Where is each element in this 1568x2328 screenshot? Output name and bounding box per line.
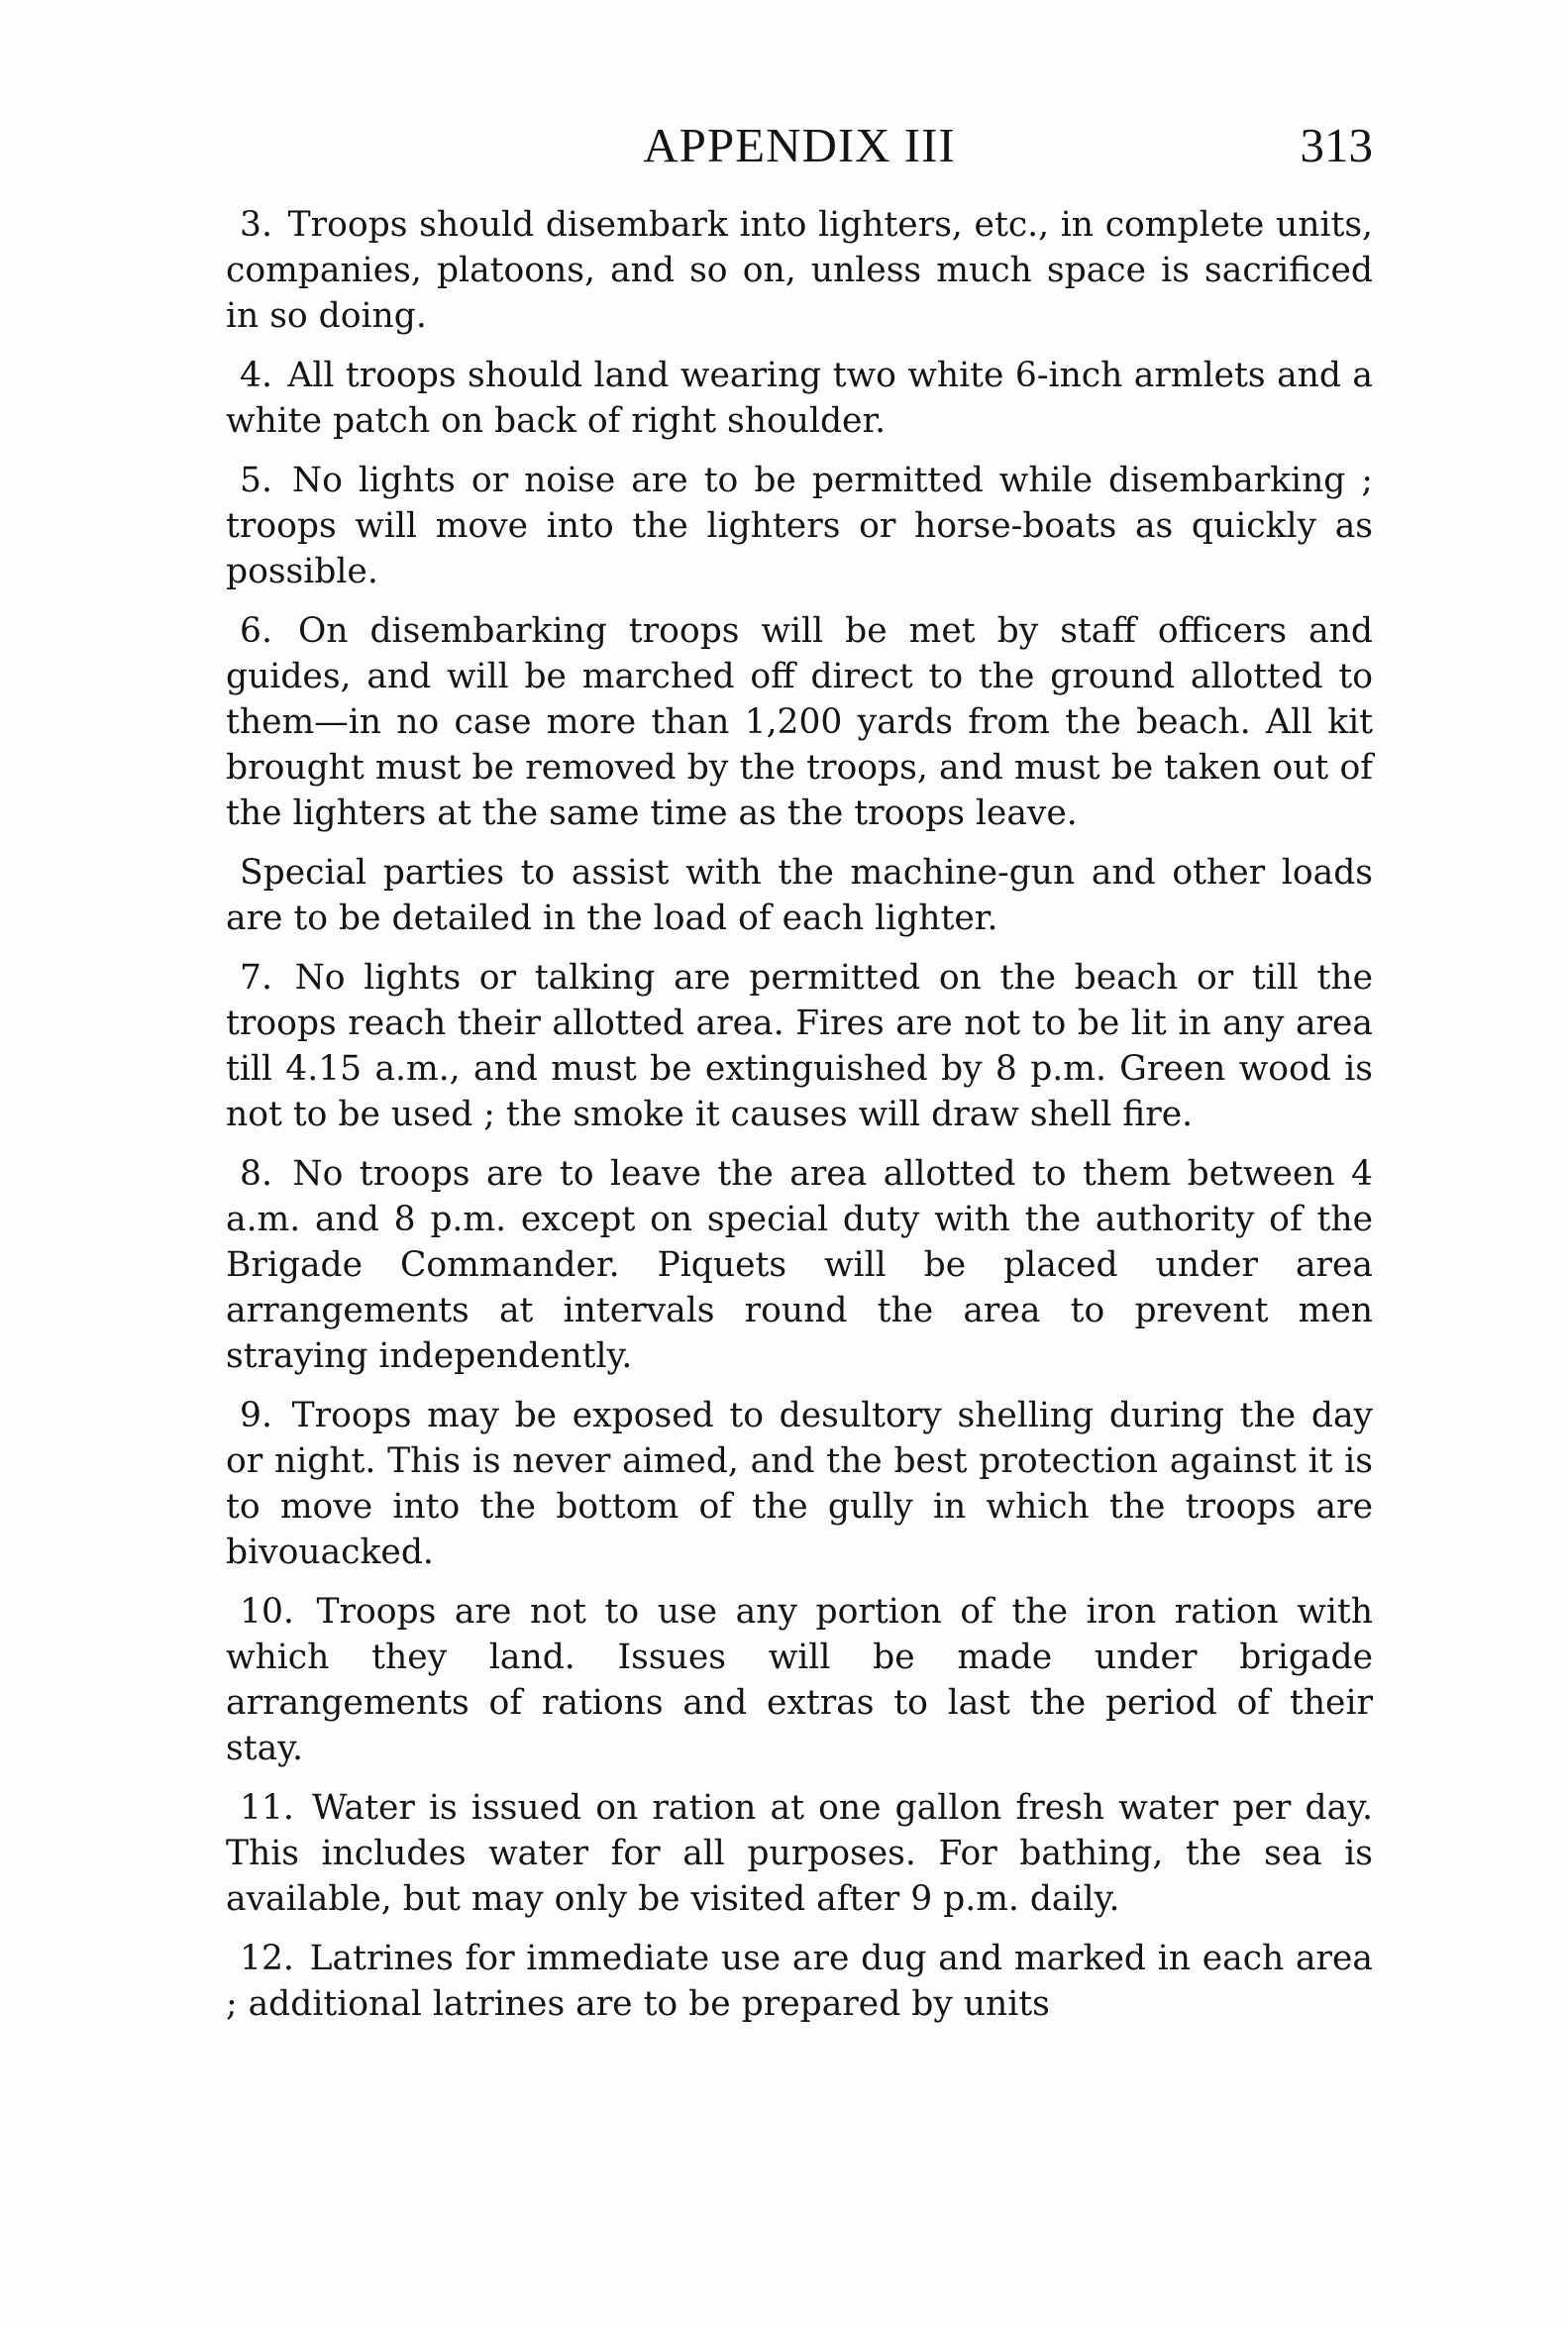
paragraph-text: Latrines for immediate use are dug and marked in each area ; additional latrines are to be prepared by units (226, 1939, 1373, 2024)
paragraph-4 (226, 353, 1373, 444)
paragraph-text: On disembarking troops will be met by staff officers and guides, and will be marched off direct to the ground allotted to them—in no case more than 1,200 yards from the beach. All kit brought must be removed by the troops, and must be taken out of the lighters at the same time as the troops leave. (226, 611, 1373, 833)
paragraph-special-parties (226, 850, 1373, 941)
paragraph-number: 5. (240, 461, 272, 500)
paragraph-9 (226, 1393, 1373, 1575)
paragraph-3 (226, 202, 1373, 339)
paragraph-text: All troops should land wearing two white 6-inch armlets and a white patch on back of right shoulder. (226, 356, 1373, 441)
paragraph-text: Troops may be exposed to desultory shelling during the day or night. This is never aimed, and the best protection against it is to move into the bottom of the gully in which the troops are bivouacked. (226, 1396, 1374, 1572)
paragraph-text: Water is issued on ration at one gallon fresh water per day. This includes water for all purposes. For bathing, the sea is available, but may only be visited after 9 p.m. daily. (226, 1788, 1374, 1919)
paragraph-number: 6. (240, 611, 272, 651)
paragraph-7 (226, 955, 1373, 1137)
paragraph-number: 11. (240, 1788, 294, 1828)
paragraph-text: No lights or noise are to be permitted while disembarking ; troops will move into the lighters or horse-boats as quickly as possible. (226, 461, 1373, 591)
running-title: APPENDIX III (643, 118, 956, 172)
paragraph-text: Special parties to assist with the machine-gun and other loads are to be detailed in the load of each lighter. (226, 853, 1373, 938)
page-number: 313 (1300, 118, 1373, 172)
body-text (226, 202, 1373, 2041)
paragraph-number: 4. (240, 356, 272, 395)
paragraph-12 (226, 1936, 1373, 2027)
paragraph-5 (226, 458, 1373, 594)
paragraph-number: 12. (240, 1939, 294, 1978)
paragraph-text: Troops should disembark into lighters, etc., in complete units, companies, platoons, and so on, unless much space is sacrificed in so doing. (226, 205, 1374, 336)
paragraph-number: 3. (240, 205, 272, 245)
paragraph-number: 9. (240, 1396, 272, 1435)
running-head (226, 117, 1373, 186)
paragraph-8 (226, 1151, 1373, 1379)
paragraph-text: No troops are to leave the area allotted to them between 4 a.m. and 8 p.m. except on special duty with the authority of the Brigade Commander. Piquets will be placed under area arrangements at intervals round the area to prevent men straying independently. (226, 1154, 1374, 1376)
paragraph-11 (226, 1785, 1373, 1922)
paragraph-10 (226, 1589, 1373, 1771)
paragraph-text: Troops are not to use any portion of the iron ration with which they land. Issues will be made under brigade arrangements of rations and extras to last the period of their stay. (226, 1592, 1373, 1768)
paragraph-text: No lights or talking are permitted on the beach or till the troops reach their allotted area. Fires are not to be lit in any area till 4.15 a.m., and must be extinguished by 8 p.m. Green wood is not to be used ; the smoke it causes will draw shell fire. (226, 958, 1373, 1134)
paragraph-number: 7. (240, 958, 272, 998)
paragraph-6 (226, 608, 1373, 836)
paragraph-number: 8. (240, 1154, 272, 1194)
paragraph-number: 10. (240, 1592, 294, 1632)
